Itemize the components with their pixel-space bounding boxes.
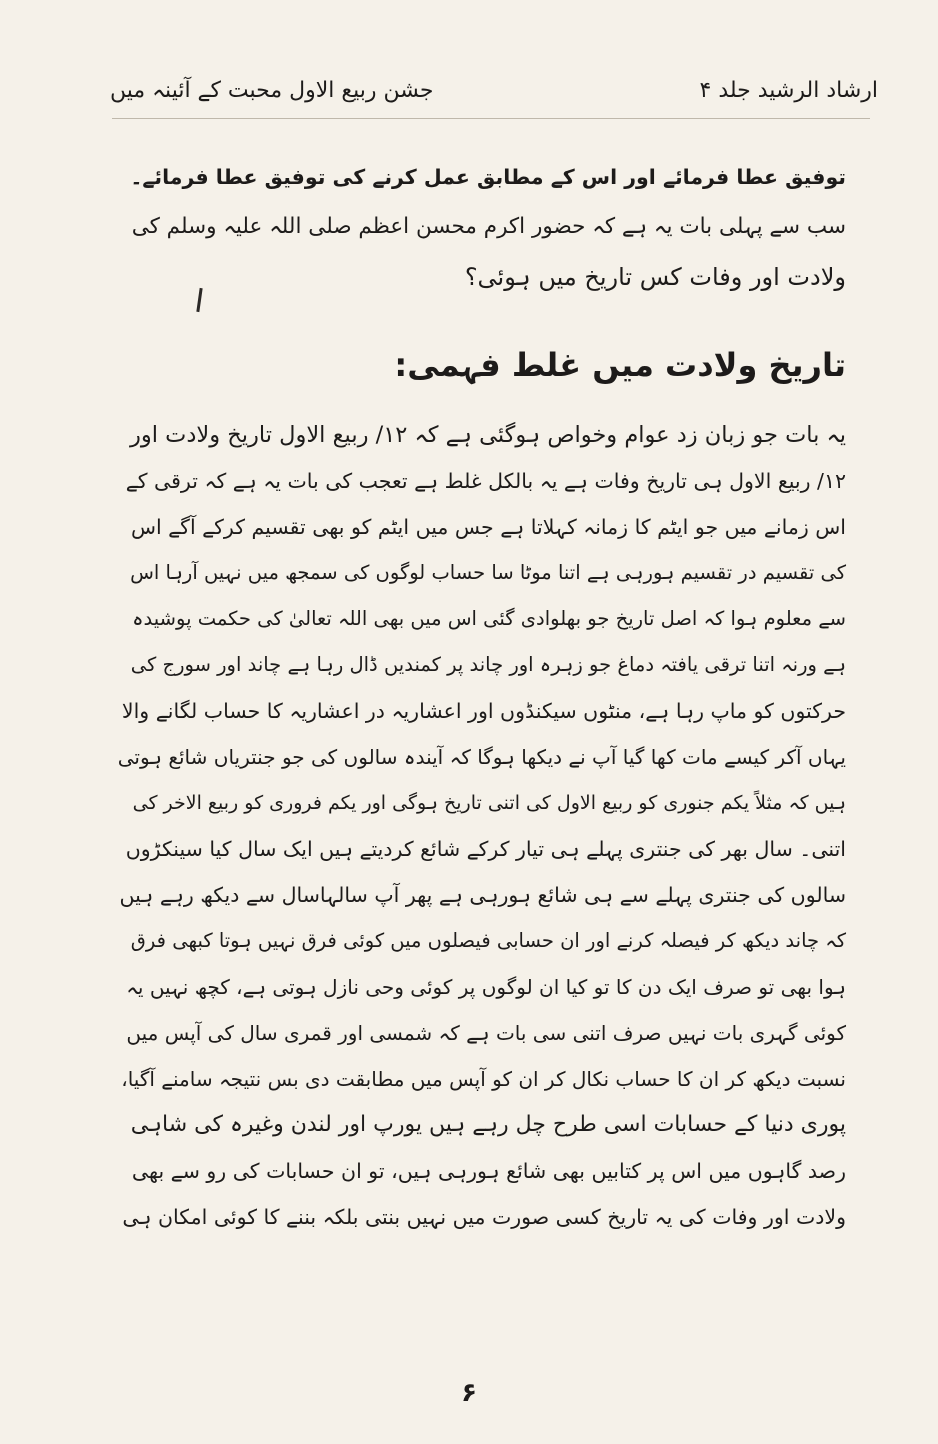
header-chapter-title: جشن ربیع الاول محبت کے آئینہ میں: [110, 77, 434, 103]
body-line: اتنی۔ سال بھر کی جنتری پہلے ہی تیار کرکے شائع کردیتے ہیں ایک سال کیا سینکڑوں: [125, 837, 846, 861]
body-line: ہے ورنہ اتنا ترقی یافتہ دماغ جو زہرہ اور چاند پر کمندیں ڈال رہا ہے چاند اور سورج کی: [130, 653, 846, 676]
running-header: [110, 70, 878, 110]
header-volume-title: ارشاد الرشید جلد ۴: [699, 77, 878, 103]
body-line: ولادت اور وفات کی یہ تاریخ کسی صورت میں نہیں بنتی بلکہ بننے کا کوئی امکان ہی: [122, 1205, 846, 1229]
body-line: یہ بات جو زبان زد عوام وخواص ہوگئی ہے کہ ۱۲/ ربیع الاول تاریخ ولادت اور: [130, 422, 846, 448]
intro-line: توفیق عطا فرمائے اور اس کے مطابق عمل کرنے کی توفیق عطا فرمائے۔: [130, 165, 846, 189]
body-line: کوئی گہری بات نہیں صرف اتنی سی بات ہے کہ شمسی اور قمری سال کی آپس میں: [126, 1021, 846, 1045]
body-line: کی تقسیم در تقسیم ہورہی ہے اتنا موٹا سا حساب لوگوں کی سمجھ میں نہیں آرہا اس: [130, 561, 846, 584]
body-paragraph: [116, 412, 846, 1240]
body-line: یہاں آکر کیسے مات کھا گیا آپ نے دیکھا ہوگا کہ آیندہ سالوں کی جو جنتریاں شائع ہوتی: [117, 745, 846, 769]
body-line: ہوا بھی تو صرف ایک دن کا تو کیا ان لوگوں پر کوئی وحی نازل ہوتی ہے، کچھ نہیں یہ: [126, 975, 846, 999]
header-divider: [112, 118, 870, 119]
body-line: حرکتوں کو ماپ رہا ہے، منٹوں سیکنڈوں اور اعشاریہ در اعشاریہ کا حساب لگانے والا: [121, 699, 846, 723]
body-line: اس زمانے میں جو ایٹم کا زمانہ کہلاتا ہے جس میں ایٹم کو بھی تقسیم کرکے آگے اس: [130, 515, 846, 539]
intro-paragraph: [116, 152, 846, 302]
body-line: ۱۲/ ربیع الاول ہی تاریخ وفات ہے یہ بالکل غلط ہے تعجب کی بات یہ ہے کہ ترقی کے: [125, 469, 846, 493]
body-line: کہ چاند دیکھ کر فیصلہ کرنے اور ان حسابی فیصلوں میں کوئی فرق نہیں ہوتا کبھی فرق: [130, 929, 846, 952]
intro-line: سب سے پہلی بات یہ ہے کہ حضور اکرم محسن اعظم صلی اللہ علیہ وسلم کی: [131, 214, 846, 239]
section-heading: تاریخ ولادت میں غلط فہمی:: [394, 346, 846, 384]
body-line: نسبت دیکھ کر ان کا حساب نکال کر ان کو آپس میں مطابقت دی بس نتیجہ سامنے آگیا،: [121, 1067, 846, 1091]
body-line: سے معلوم ہوا کہ اصل تاریخ جو بھلوادی گئی اس میں بھی اللہ تعالیٰ کی حکمت پوشیدہ: [132, 607, 846, 630]
body-line: رصد گاہوں میں اس پر کتابیں بھی شائع ہورہی ہیں، تو ان حسابات کی رو سے بھی: [131, 1159, 846, 1183]
body-line: پوری دنیا کے حسابات اسی طرح چل رہے ہیں یورپ اور لندن وغیرہ کی شاہی: [130, 1112, 846, 1137]
body-line: ہیں کہ مثلاً یکم جنوری کو ربیع الاول کی اتنی تاریخ ہوگی اور یکم فروری کو ربیع الاخر کی: [132, 792, 846, 814]
intro-line: ولادت اور وفات کس تاریخ میں ہوئی؟: [464, 263, 846, 291]
body-line: سالوں کی جنتری پہلے سے ہی شائع ہورہی ہے پھر آپ سالہاسال سے دیکھ رہے ہیں: [119, 883, 846, 907]
page-number: ۶: [461, 1378, 477, 1408]
